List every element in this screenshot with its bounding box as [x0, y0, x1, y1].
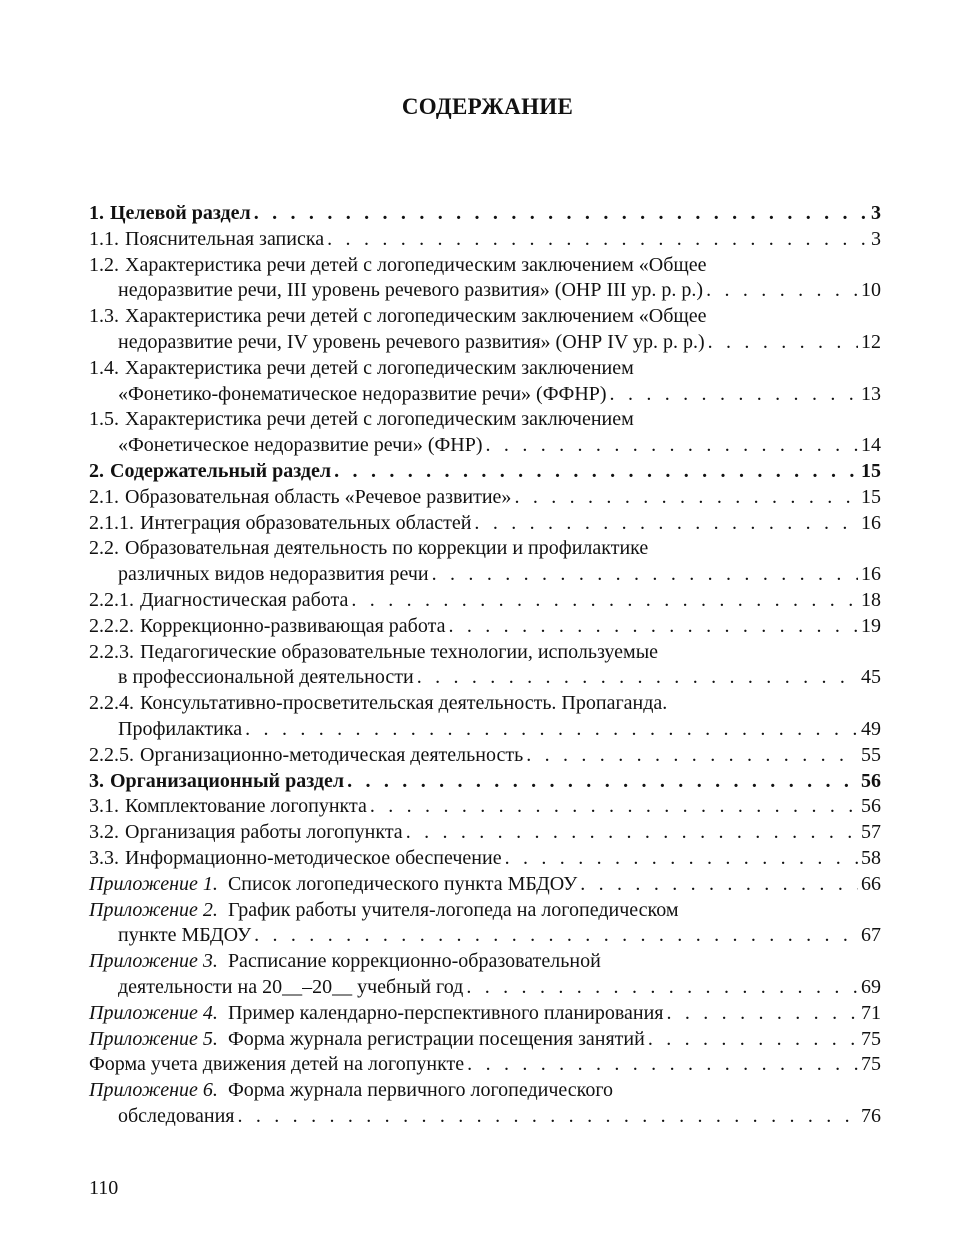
toc-entry-line [89, 1027, 881, 1053]
toc-entry-line [89, 433, 881, 459]
toc-entry-line [89, 975, 881, 1001]
toc-entry[interactable] [89, 743, 881, 769]
toc-entry-text [89, 614, 445, 640]
toc-entry-title: Форма журнала регистрации посещения занятий [227, 1027, 645, 1050]
toc-entry-text [89, 846, 502, 872]
toc-entry-title: Характеристика речи детей с логопедическим заключением [125, 408, 634, 431]
toc-appendix-label: Приложение 3. [89, 950, 218, 973]
dot-leader [580, 872, 858, 898]
toc-entry-text [89, 511, 471, 537]
dot-leader [254, 923, 858, 949]
toc-entry-title: Организация работы логопункта [125, 821, 403, 844]
toc-entry-title: в профессиональной деятельности [118, 666, 414, 689]
toc-entry-text [89, 743, 523, 769]
toc-entry-text [118, 562, 429, 588]
toc-page-number: 56 [861, 795, 881, 818]
toc-entry-line [89, 1104, 881, 1130]
toc-entry-text [89, 253, 707, 279]
toc-page-number: 10 [861, 279, 881, 302]
toc-page-number: 19 [861, 614, 881, 637]
toc-entry-line [89, 665, 881, 691]
toc-page-number: 3 [871, 227, 881, 250]
dot-leader [708, 330, 858, 356]
toc-entry-line [89, 278, 881, 304]
toc-entry-text [118, 717, 242, 743]
toc-page-number: 15 [861, 485, 881, 508]
toc-entry-title: Характеристика речи детей с логопедическим заключением «Общее [125, 305, 707, 328]
toc-page-number: 66 [861, 872, 881, 895]
toc-appendix-label: Приложение 6. [89, 1079, 218, 1102]
toc-entry-line [89, 872, 881, 898]
toc-page-number: 75 [861, 1027, 881, 1050]
dot-leader [505, 846, 858, 872]
toc-entry-number: 3. [89, 769, 104, 792]
dot-leader [610, 382, 858, 408]
dot-leader [245, 717, 858, 743]
toc-entry-line [89, 253, 881, 279]
dot-leader [448, 614, 858, 640]
page-number-footer: 110 [89, 1177, 119, 1199]
toc-entry[interactable] [89, 1078, 881, 1130]
toc-entry-line [89, 511, 881, 537]
toc-entry-text [89, 407, 634, 433]
toc-entry-title: Организационно-методическая деятельность [140, 743, 524, 766]
toc-entry-number: 1.1. [89, 227, 119, 250]
toc-entry-line [89, 562, 881, 588]
dot-leader [486, 433, 858, 459]
toc-entry-title: деятельности на 20__–20__ учебный год [118, 975, 464, 998]
toc-entry-text [89, 356, 634, 382]
toc-entry-line [89, 588, 881, 614]
toc-entry-title: Пример календарно-перспективного планирования [227, 1001, 664, 1024]
toc-entry-title: График работы учителя-логопеда на логопедическом [227, 898, 679, 921]
toc-entry-number: 2. [89, 459, 104, 482]
toc-entry-line [89, 717, 881, 743]
toc-entry-title: обследования [118, 1104, 235, 1127]
toc-entry-text [89, 691, 667, 717]
toc-page-number: 13 [861, 382, 881, 405]
toc-entry-number: 1.5. [89, 408, 119, 431]
toc-appendix-label: Приложение 4. [89, 1001, 218, 1024]
toc-entry-line [89, 923, 881, 949]
toc-entry-line [89, 459, 881, 485]
toc-entry-line [89, 949, 881, 975]
toc-entry[interactable] [89, 253, 881, 305]
dot-leader [406, 820, 858, 846]
toc-page-number: 71 [861, 1001, 881, 1024]
toc-entry-line [89, 820, 881, 846]
dot-leader [526, 743, 858, 769]
toc-entry-line [89, 1052, 881, 1078]
toc-entry-text [118, 330, 705, 356]
toc-entry-text [89, 898, 678, 924]
toc-entry-line [89, 898, 881, 924]
toc-entry-line [89, 794, 881, 820]
toc-entry-text [89, 227, 324, 253]
toc-entry-text [89, 794, 367, 820]
toc-entry[interactable] [89, 640, 881, 692]
toc-entry-line [89, 769, 881, 795]
toc-page-number: 67 [861, 924, 881, 947]
toc-entry-title: Список логопедического пункта МБДОУ [227, 872, 578, 895]
toc-entry-text [118, 975, 463, 1001]
dot-leader [467, 1052, 858, 1078]
toc-entry-title: недоразвитие речи, III уровень речевого развития» (ОНР III ур. р. р.) [118, 279, 704, 302]
toc-entry-number: 3.1. [89, 795, 119, 818]
dot-leader [514, 485, 858, 511]
toc-entry-number: 2.2.5. [89, 743, 134, 766]
toc-entry-text [89, 820, 403, 846]
toc-entry-line [89, 201, 881, 227]
dot-leader [417, 665, 858, 691]
toc-entry-line [89, 846, 881, 872]
toc-entry-text [89, 485, 511, 511]
toc-entry[interactable] [89, 820, 881, 846]
toc-entry-number: 2.2. [89, 537, 119, 560]
toc-entry[interactable] [89, 407, 881, 459]
toc-entry-title: Комплектование логопункта [125, 795, 367, 818]
dot-leader [666, 1001, 858, 1027]
toc-entry-number: 3.3. [89, 846, 119, 869]
toc-entry[interactable] [89, 304, 881, 356]
toc-entry-title: Характеристика речи детей с логопедическим заключением «Общее [125, 253, 707, 276]
dot-leader [370, 794, 858, 820]
toc-page-number: 56 [861, 769, 881, 792]
toc-page-number: 55 [861, 743, 881, 766]
toc-entry-number: 2.2.3. [89, 640, 134, 663]
toc-entry-title: Коррекционно-развивающая работа [140, 614, 446, 637]
toc-entry-text [118, 923, 251, 949]
dot-leader [466, 975, 858, 1001]
toc-entry-number: 2.2.4. [89, 692, 134, 715]
toc-appendix-label: Приложение 5. [89, 1027, 218, 1050]
dot-leader [351, 588, 858, 614]
toc-entry[interactable] [89, 536, 881, 588]
toc-entry-title: Интеграция образовательных областей [140, 511, 472, 534]
toc-entry-text [89, 536, 648, 562]
toc-entry[interactable] [89, 846, 881, 872]
toc-entry-title: Образовательная деятельность по коррекции и профилактике [125, 537, 649, 560]
toc-entry-title: Педагогические образовательные технологии, используемые [140, 640, 659, 663]
toc-entry-line [89, 227, 881, 253]
toc-entry-line [89, 1078, 881, 1104]
toc-entry-number: 1. [89, 202, 104, 224]
toc-page-number: 45 [861, 666, 881, 689]
toc-entry-text [89, 588, 348, 614]
toc-entry[interactable] [89, 459, 881, 485]
toc-entry-title: Содержательный раздел [110, 459, 332, 482]
toc-entry-title: Форма учета движения детей на логопункте [89, 1053, 465, 1076]
toc-entry-number: 2.1.1. [89, 511, 134, 534]
toc-entry[interactable] [89, 201, 881, 227]
toc-entry-text [89, 1052, 464, 1078]
toc-entry-number: 1.3. [89, 305, 119, 328]
toc-entry-title: «Фонетическое недоразвитие речи» (ФНР) [118, 434, 483, 457]
toc-page-number: 15 [861, 459, 881, 482]
dot-leader [432, 562, 858, 588]
toc-entry-line [89, 382, 881, 408]
toc-page-number: 14 [861, 434, 881, 457]
toc-entry-number: 2.1. [89, 485, 119, 508]
toc-entry[interactable] [89, 356, 881, 408]
toc-page-number: 12 [861, 330, 881, 353]
toc-entry-text [89, 201, 251, 227]
toc-entry[interactable] [89, 898, 881, 950]
toc-entry-text [118, 278, 703, 304]
toc-entry[interactable] [89, 614, 881, 640]
toc-entry-text [118, 382, 607, 408]
toc-entry-text [118, 433, 483, 459]
toc-page-number: 76 [861, 1104, 881, 1127]
toc-entry-text [89, 1078, 613, 1104]
page-title: СОДЕРЖАНИЕ [401, 94, 574, 119]
dot-leader [237, 1104, 858, 1130]
toc-entry[interactable] [89, 794, 881, 820]
toc-entry-line [89, 1001, 881, 1027]
toc-entry-line [89, 743, 881, 769]
toc-entry-number: 1.4. [89, 356, 119, 379]
toc-page-number: 3 [871, 202, 881, 224]
dot-leader [648, 1027, 858, 1053]
toc-entry-text [89, 459, 331, 485]
toc-page-number: 16 [861, 563, 881, 586]
toc-entry[interactable] [89, 872, 881, 898]
toc-entry-title: Профилактика [118, 717, 243, 740]
toc-entry-title: Диагностическая работа [140, 588, 349, 611]
toc-entry-line [89, 691, 881, 717]
toc-page-number: 58 [861, 846, 881, 869]
toc-entry-title: Характеристика речи детей с логопедическим заключением [125, 356, 634, 379]
table-of-contents [89, 201, 881, 1130]
toc-entry[interactable] [89, 1001, 881, 1027]
dot-leader [254, 201, 868, 227]
toc-entry-line [89, 304, 881, 330]
toc-page-number: 16 [861, 511, 881, 534]
toc-entry-line [89, 330, 881, 356]
toc-entry[interactable] [89, 511, 881, 537]
toc-entry-line [89, 356, 881, 382]
toc-entry-number: 2.2.1. [89, 588, 134, 611]
toc-entry-text [118, 1104, 234, 1130]
toc-entry-line [89, 536, 881, 562]
toc-entry-line [89, 407, 881, 433]
toc-entry-text [89, 872, 577, 898]
toc-entry[interactable] [89, 227, 881, 253]
toc-entry-title: различных видов недоразвития речи [118, 563, 429, 586]
toc-entry-title: «Фонетико-фонематическое недоразвитие речи» (ФФНР) [118, 382, 607, 405]
toc-appendix-label: Приложение 2. [89, 898, 218, 921]
toc-entry-text [89, 769, 344, 795]
dot-leader [334, 459, 858, 485]
dot-leader [327, 227, 868, 253]
toc-entry[interactable] [89, 588, 881, 614]
toc-entry-title: Целевой раздел [110, 202, 251, 224]
toc-entry-title: Форма журнала первичного логопедического [227, 1079, 614, 1102]
toc-entry[interactable] [89, 949, 881, 1001]
toc-entry[interactable] [89, 691, 881, 743]
toc-page-number: 69 [861, 975, 881, 998]
toc-page-number: 75 [861, 1053, 881, 1076]
toc-entry-title: Консультативно-просветительская деятельность. Пропаганда. [140, 692, 668, 715]
toc-page-number: 57 [861, 821, 881, 844]
toc-page-number: 49 [861, 717, 881, 740]
dot-leader [347, 769, 858, 795]
toc-entry-number: 3.2. [89, 821, 119, 844]
toc-entry-title: Информационно-методическое обеспечение [125, 846, 502, 869]
toc-entry-title: недоразвитие речи, IV уровень речевого развития» (ОНР IV ур. р. р.) [118, 330, 705, 353]
toc-entry-number: 2.2.2. [89, 614, 134, 637]
dot-leader [706, 278, 858, 304]
toc-entry-number: 1.2. [89, 253, 119, 276]
toc-entry-text [89, 304, 707, 330]
toc-entry-line [89, 640, 881, 666]
toc-entry-title: Организационный раздел [110, 769, 345, 792]
toc-appendix-label: Приложение 1. [89, 872, 218, 895]
toc-entry-line [89, 485, 881, 511]
toc-entry-title: Расписание коррекционно-образовательной [227, 950, 601, 973]
toc-entry[interactable] [89, 1027, 881, 1053]
toc-entry-title: пункте МБДОУ [118, 924, 252, 947]
toc-entry-line [89, 614, 881, 640]
toc-entry-text [89, 1001, 663, 1027]
toc-entry-title: Образовательная область «Речевое развитие» [125, 485, 512, 508]
toc-entry-text [89, 1027, 645, 1053]
dot-leader [474, 511, 858, 537]
toc-entry-text [89, 949, 601, 975]
toc-entry-text [118, 665, 414, 691]
toc-entry[interactable] [89, 1052, 881, 1078]
toc-entry[interactable] [89, 485, 881, 511]
toc-entry-text [89, 640, 658, 666]
toc-entry[interactable] [89, 769, 881, 795]
toc-entry-title: Пояснительная записка [125, 227, 325, 250]
toc-page-number: 18 [861, 588, 881, 611]
